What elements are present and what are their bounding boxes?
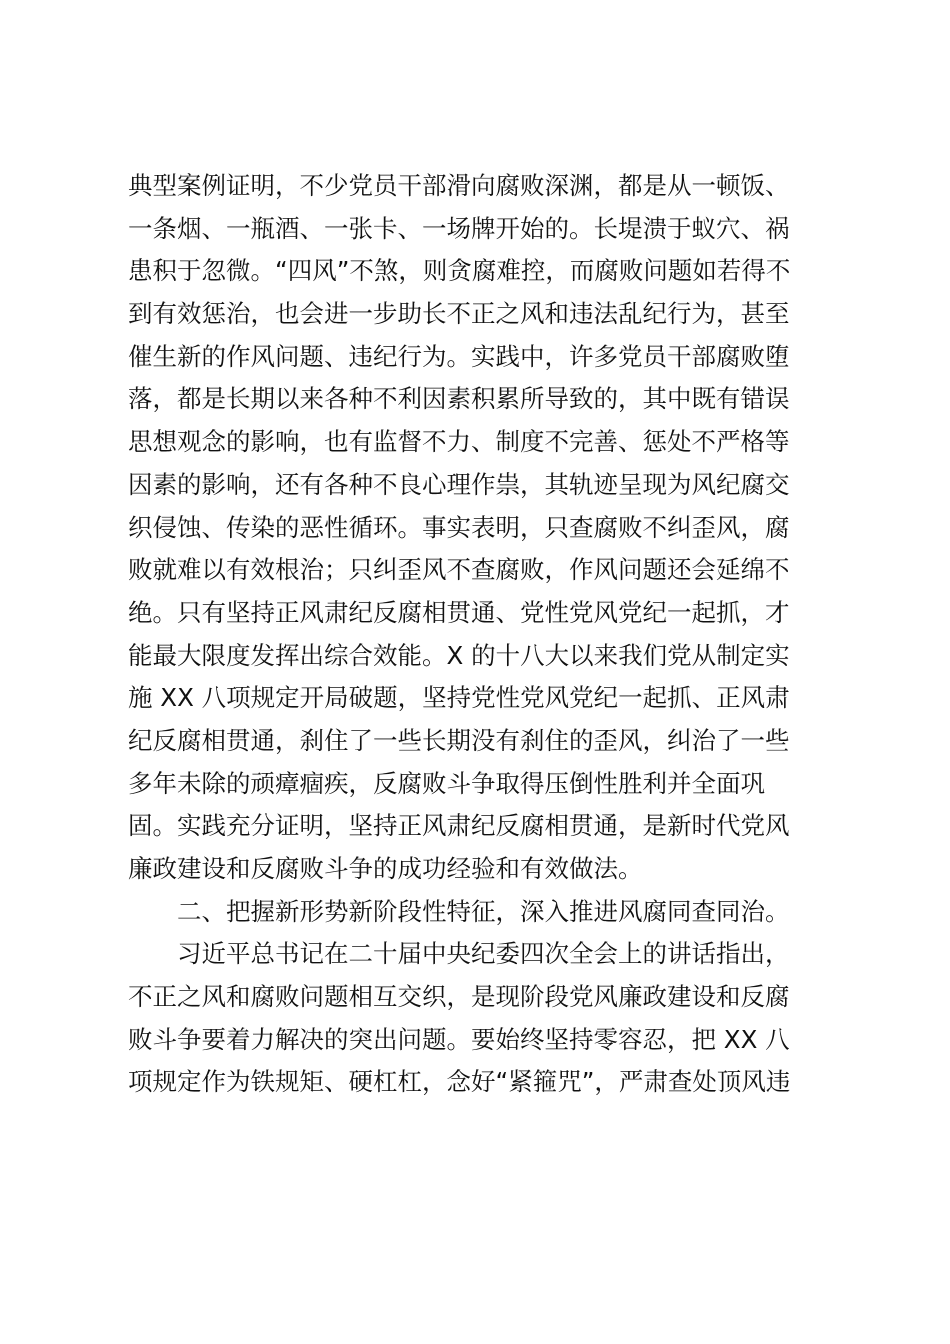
text-line: 败就难以有效根治；只纠歪风不查腐败，作风问题还会延绵不 [128, 555, 790, 585]
text-line: 多年未除的顽瘴痼疾，反腐败斗争取得压倒性胜利并全面巩 [128, 768, 765, 798]
section-heading: 二、把握新形势新阶段性特征，深入推进风腐同查同治。 [177, 896, 790, 926]
text-line: 落，都是长期以来各种不利因素积累所导致的，其中既有错误 [128, 384, 790, 414]
text-line: 思想观念的影响，也有监督不力、制度不完善、惩处不严格等 [128, 427, 790, 457]
text-line: 能最大限度发挥出综合效能。X 的十八大以来我们党从制定实 [128, 640, 790, 670]
text-line: 纪反腐相贯通，刹住了一些长期没有刹住的歪风，纠治了一些 [128, 725, 790, 755]
text-line: 绝。只有坚持正风肃纪反腐相贯通、党性党风党纪一起抓，才 [128, 597, 790, 627]
text-line: 一条烟、一瓶酒、一张卡、一场牌开始的。长堤溃于蚁穴、祸 [128, 213, 790, 243]
text-line: 不正之风和腐败问题相互交织，是现阶段党风廉政建设和反腐 [128, 982, 790, 1012]
text-line: 催生新的作风问题、违纪行为。实践中，许多党员干部腐败堕 [128, 341, 790, 371]
text-line: 因素的影响，还有各种不良心理作祟，其轨迹呈现为风纪腐交 [128, 469, 790, 499]
text-line: 固。实践充分证明，坚持正风肃纪反腐相贯通，是新时代党风 [128, 811, 790, 841]
document-body [128, 165, 828, 1104]
text-line: 习近平总书记在二十届中央纪委四次全会上的讲话指出， [177, 939, 790, 969]
text-line: 廉政建设和反腐败斗争的成功经验和有效做法。 [128, 854, 643, 883]
text-line: 项规定作为铁规矩、硬杠杠，念好“紧箍咒”，严肃查处顶风违 [128, 1067, 791, 1097]
text-line: 到有效惩治，也会进一步助长不正之风和违法乱纪行为，甚至 [128, 299, 790, 329]
text-line: 患积于忽微。“四风”不煞，则贪腐难控，而腐败问题如若得不 [128, 256, 791, 286]
text-line: 施 XX 八项规定开局破题，坚持党性党风党纪一起抓、正风肃 [128, 683, 790, 713]
text-line: 典型案例证明，不少党员干部滑向腐败深渊，都是从一顿饭、 [128, 171, 790, 200]
text-line: 败斗争要着力解决的突出问题。要始终坚持零容忍，把 XX 八 [128, 1024, 790, 1054]
text-line: 织侵蚀、传染的恶性循环。事实表明，只查腐败不纠歪风，腐 [128, 512, 790, 542]
